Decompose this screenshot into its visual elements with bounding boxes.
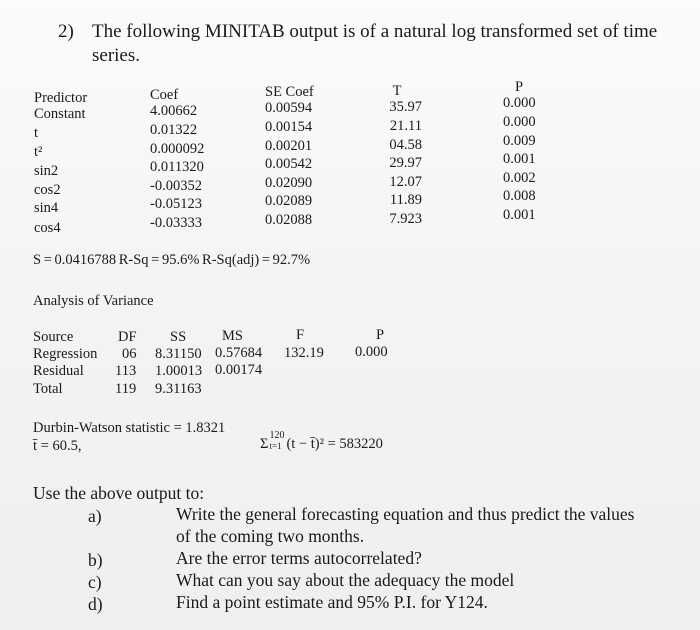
anova-source-cell: Residual	[33, 363, 84, 379]
predictor-cell: Constant	[34, 105, 86, 122]
predictor-cell: t²	[34, 143, 43, 160]
p-column	[503, 80, 536, 223]
predictor-cell: t	[34, 125, 39, 141]
coef-cell: 0.01322	[150, 122, 198, 138]
durbin-watson: Durbin-Watson statistic = 1.8321	[33, 420, 226, 436]
header-p: P	[515, 79, 524, 95]
coef-cell: -0.05123	[150, 196, 202, 212]
se-coef-cell: 0.00594	[265, 99, 313, 116]
se-coef-cell: 0.00154	[265, 119, 313, 135]
p-cell: 0.009	[503, 132, 536, 149]
item-a-line-1: Write the general forecasting equation and thus predict the values	[176, 504, 635, 524]
coef-cell: -0.03333	[150, 214, 202, 231]
p-cell: 0.001	[503, 151, 536, 167]
se-coef-cell: 0.02088	[265, 211, 313, 228]
sum-limits	[268, 430, 286, 451]
anova-header-ms: MS	[222, 328, 243, 344]
predictor-column	[34, 91, 87, 236]
t-cell: 04.58	[389, 136, 422, 153]
p-cell: 0.008	[503, 188, 536, 204]
item-a-line-2: of the coming two months.	[176, 526, 365, 546]
sum-lower-limit: t=1	[269, 441, 282, 451]
instructions-intro: Use the above output to:	[33, 483, 205, 503]
anova-df-cell: 06	[122, 346, 137, 362]
header-predictor: Predictor	[34, 90, 88, 106]
item-c-line-1: What can you say about the adequacy the model	[176, 570, 515, 590]
item-label-a: a)	[88, 506, 102, 526]
header-se-coef: SE Coef	[265, 84, 314, 100]
p-cell: 0.000	[503, 114, 536, 130]
header-coef: Coef	[150, 87, 179, 103]
sum-expression	[260, 430, 383, 453]
item-b-line-1: Are the error terms autocorrelated?	[176, 548, 422, 568]
p-cell: 0.000	[503, 94, 536, 111]
question-number: 2)	[58, 21, 74, 42]
anova-header-f: F	[296, 327, 305, 343]
predictor-cell: sin2	[34, 163, 59, 179]
p-cell: 0.001	[503, 206, 536, 223]
t-bar-value: t̄ = 60.5,	[33, 438, 82, 454]
coef-column	[150, 88, 204, 231]
anova-f-cell: 132.19	[284, 345, 324, 361]
t-cell: 11.89	[389, 192, 422, 208]
question-line-1: The following MINITAB output is of a natural log transformed set of time	[92, 21, 658, 42]
anova-header-ss: SS	[170, 329, 187, 345]
anova-source-cell: Regression	[33, 346, 98, 362]
anova-p-cell: 0.000	[355, 344, 388, 360]
anova-ms-cell: 0.57684	[215, 345, 263, 361]
se-coef-column	[265, 85, 314, 228]
anova-header-source: Source	[33, 329, 74, 345]
anova-header-p: P	[376, 327, 385, 343]
se-coef-cell: 0.00201	[265, 137, 313, 154]
anova-ss-cell: 9.31163	[155, 381, 202, 397]
t-column	[372, 84, 422, 227]
item-label-b: b)	[88, 550, 103, 570]
predictor-cell: cos2	[34, 181, 61, 198]
coef-cell: 4.00662	[150, 102, 198, 119]
t-cell: 7.923	[389, 210, 422, 227]
t-cell: 12.07	[389, 173, 422, 190]
question-line-2: series.	[92, 45, 141, 66]
anova-header-df: DF	[118, 329, 137, 345]
t-cell: 21.11	[389, 118, 422, 134]
sigma-symbol: Σ	[260, 436, 269, 452]
anova-ss-cell: 8.31150	[155, 346, 202, 362]
t-cell: 29.97	[389, 155, 422, 171]
anova-df-cell: 113	[115, 363, 137, 379]
predictor-cell: sin4	[34, 200, 59, 216]
sum-body: (t − t̄)² = 583220	[286, 436, 383, 452]
item-label-d: d)	[88, 594, 103, 614]
coef-cell: -0.00352	[150, 177, 202, 194]
t-cell: 35.97	[389, 98, 422, 115]
fit-statistics: S = 0.0416788 R-Sq = 95.6% R-Sq(adj) = 92.7%	[33, 252, 311, 268]
se-coef-cell: 0.02089	[265, 193, 313, 209]
anova-title: Analysis of Variance	[33, 293, 154, 309]
item-label-c: c)	[88, 572, 102, 592]
anova-ss-cell: 1.00013	[155, 363, 203, 379]
se-coef-cell: 0.02090	[265, 174, 313, 191]
p-cell: 0.002	[503, 169, 536, 186]
coef-cell: 0.000092	[150, 140, 205, 157]
anova-df-cell: 119	[115, 381, 137, 397]
coef-cell: 0.011320	[150, 159, 204, 175]
sum-upper-limit: 120	[269, 430, 285, 441]
se-coef-cell: 0.00542	[265, 156, 313, 172]
anova-source-cell: Total	[33, 381, 63, 397]
anova-ms-cell: 0.00174	[215, 362, 263, 378]
item-d-line-1: Find a point estimate and 95% P.I. for Y124.	[176, 592, 488, 612]
predictor-cell: cos4	[34, 219, 61, 236]
header-t: T	[392, 83, 402, 99]
